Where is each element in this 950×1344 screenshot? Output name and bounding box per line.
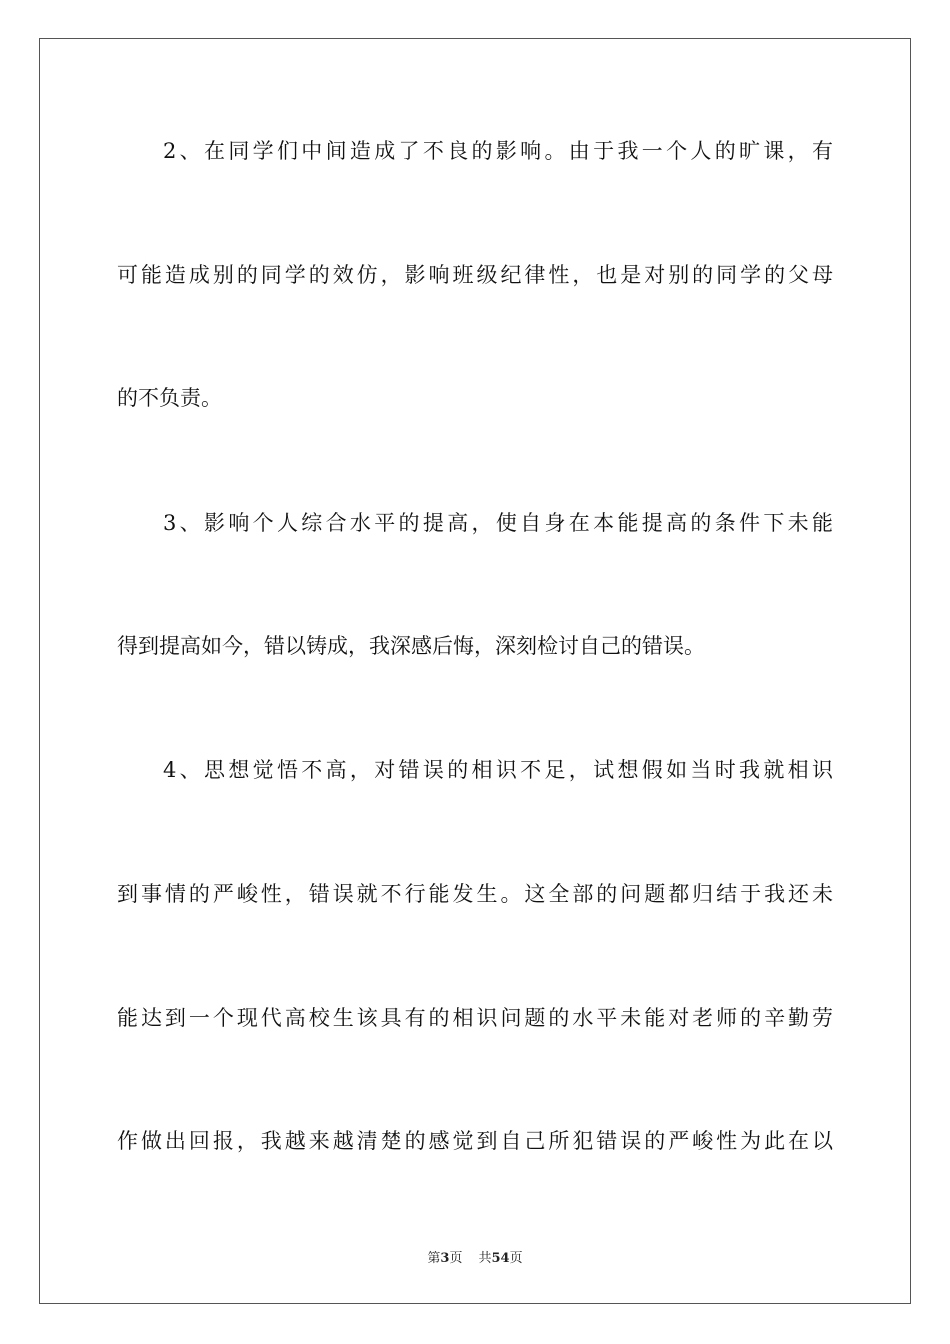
page-border (39, 38, 911, 1304)
paragraph-4-line-1: 4、思想觉悟不高，对错误的相识不足，试想假如当时我就相识 (163, 758, 833, 782)
total-pages: 54 (491, 1251, 510, 1266)
paragraph-3-line-2: 得到提高如今，错以铸成，我深感后悔，深刻检讨自己的错误。 (117, 634, 705, 658)
page-number: 3 (440, 1251, 450, 1266)
paragraph-2-line-1: 2、在同学们中间造成了不良的影响。由于我一个人的旷课，有 (163, 139, 833, 163)
total-suffix: 页 (509, 1251, 523, 1266)
paragraph-4-line-4: 作做出回报，我越来越清楚的感觉到自己所犯错误的严峻性为此在以 (117, 1129, 833, 1153)
paragraph-4-line-3: 能达到一个现代高校生该具有的相识问题的水平未能对老师的辛勤劳 (117, 1006, 833, 1030)
paragraph-3-line-1: 3、影响个人综合水平的提高，使自身在本能提高的条件下未能 (163, 511, 833, 535)
page-footer (0, 1247, 950, 1266)
paragraph-4-line-2: 到事情的严峻性，错误就不行能发生。这全部的问题都归结于我还未 (117, 882, 833, 906)
paragraph-2-line-3: 的不负责。 (117, 386, 222, 410)
total-prefix: 共 (478, 1251, 492, 1266)
page-suffix: 页 (449, 1251, 463, 1266)
page-prefix: 第 (427, 1251, 441, 1266)
paragraph-2-line-2: 可能造成别的同学的效仿，影响班级纪律性，也是对别的同学的父母 (117, 263, 833, 287)
